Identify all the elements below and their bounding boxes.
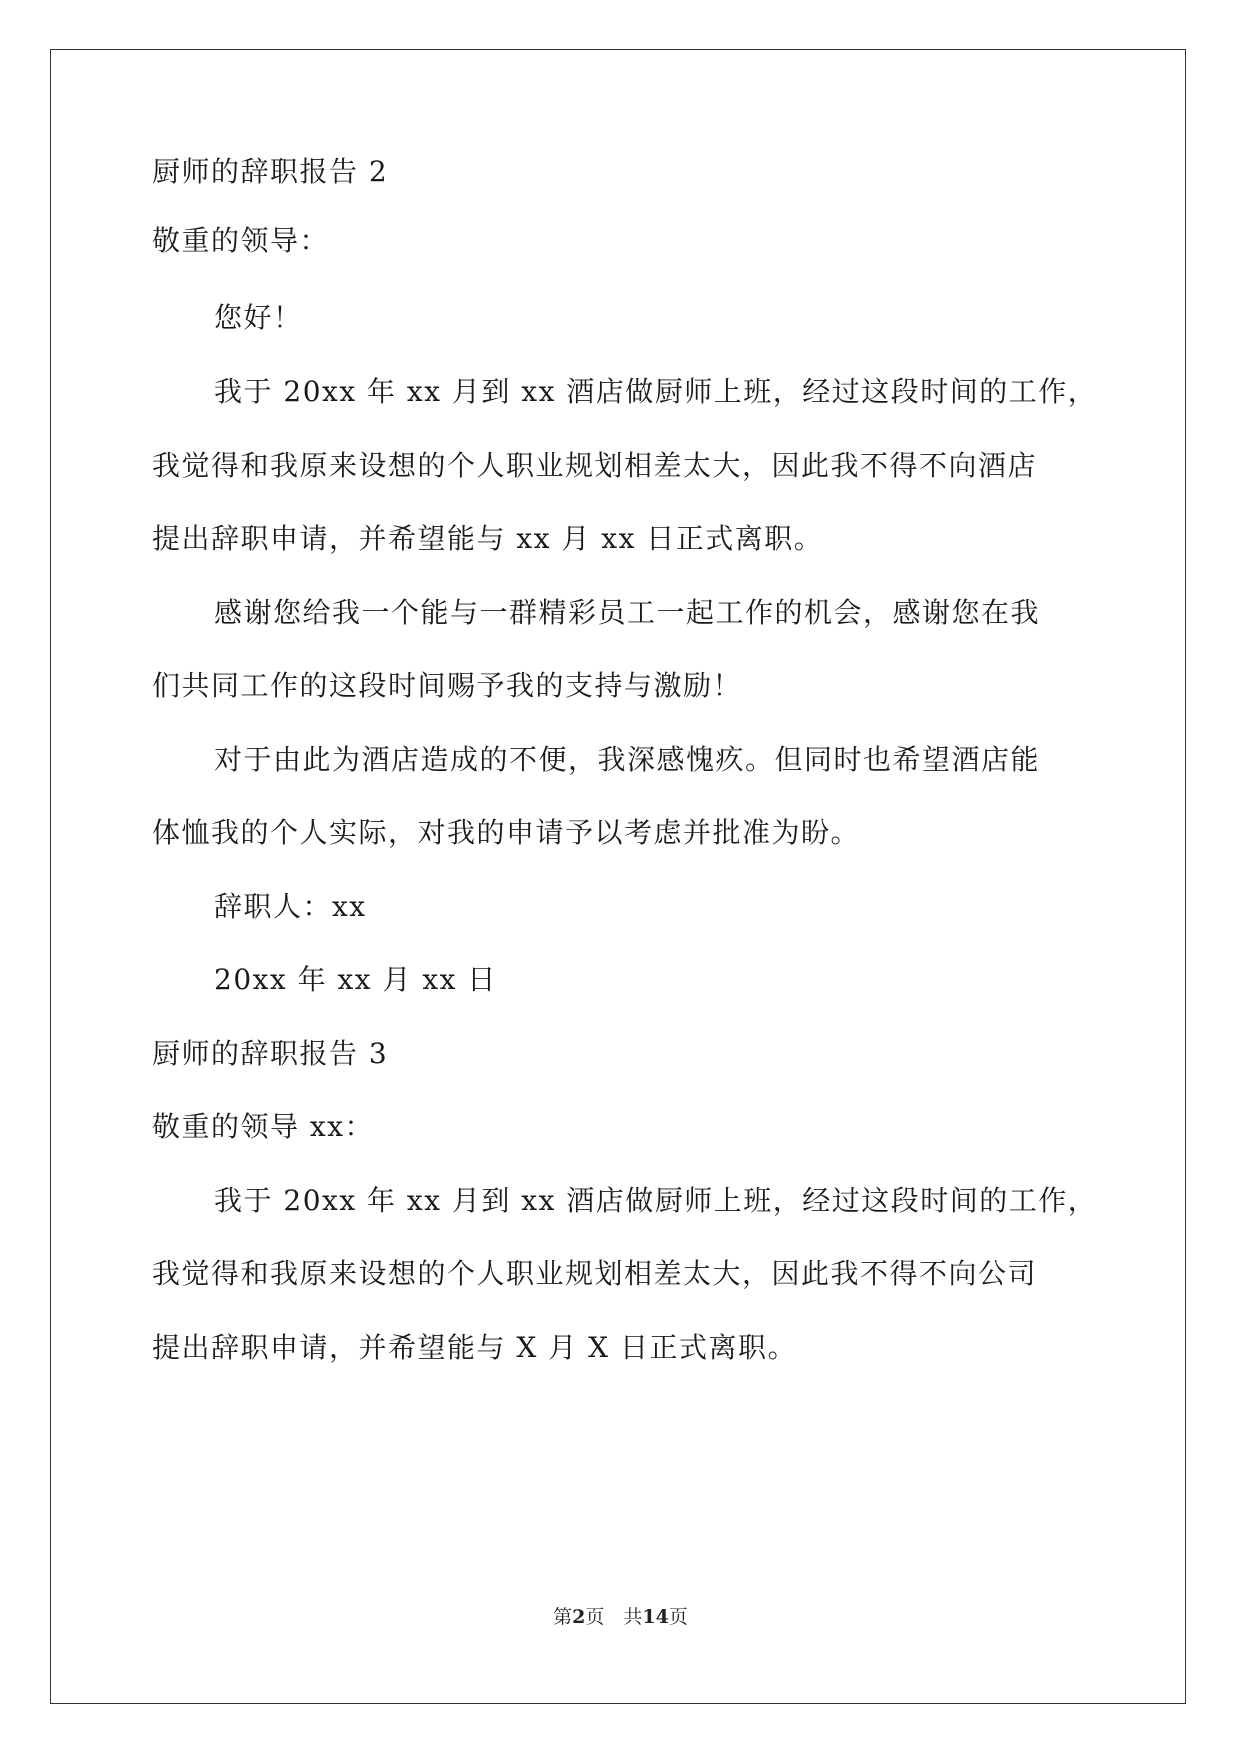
total-page-count: 14 <box>642 1606 669 1628</box>
greeting: 您好！ <box>214 301 303 334</box>
signature-date: 20xx 年 xx 月 xx 日 <box>214 963 497 996</box>
paragraph-line: 体恤我的个人实际，对我的申请予以考虑并批准为盼。 <box>152 816 861 849</box>
paragraph-line: 感谢您给我一个能与一群精彩员工一起工作的机会，感谢您在我 <box>214 596 1041 629</box>
paragraph-line: 提出辞职申请，并希望能与 X 月 X 日正式离职。 <box>152 1331 797 1364</box>
section-title-2: 厨师的辞职报告 2 <box>152 155 389 188</box>
section-title-3: 厨师的辞职报告 3 <box>152 1037 389 1070</box>
paragraph-line: 我于 20xx 年 xx 月到 xx 酒店做厨师上班，经过这段时间的工作， <box>214 375 1098 408</box>
paragraph-line: 对于由此为酒店造成的不便，我深感愧疚。但同时也希望酒店能 <box>214 743 1041 776</box>
footer-mid: 页 共 <box>585 1606 643 1628</box>
paragraph-line: 我于 20xx 年 xx 月到 xx 酒店做厨师上班，经过这段时间的工作， <box>214 1184 1098 1217</box>
footer-prefix: 第 <box>553 1606 573 1628</box>
current-page-number: 2 <box>572 1606 586 1628</box>
footer-suffix: 页 <box>668 1606 688 1628</box>
paragraph-line: 们共同工作的这段时间赐予我的支持与激励！ <box>152 669 743 702</box>
salutation: 敬重的领导 xx： <box>152 1110 374 1143</box>
signature-name: 辞职人：xx <box>214 890 367 923</box>
paragraph-line: 我觉得和我原来设想的个人职业规划相差太大，因此我不得不向酒店 <box>152 449 1038 482</box>
page-number-footer <box>0 1604 1241 1630</box>
salutation: 敬重的领导： <box>152 224 330 257</box>
paragraph-line: 提出辞职申请，并希望能与 xx 月 xx 日正式离职。 <box>152 522 824 555</box>
paragraph-line: 我觉得和我原来设想的个人职业规划相差太大，因此我不得不向公司 <box>152 1257 1038 1290</box>
